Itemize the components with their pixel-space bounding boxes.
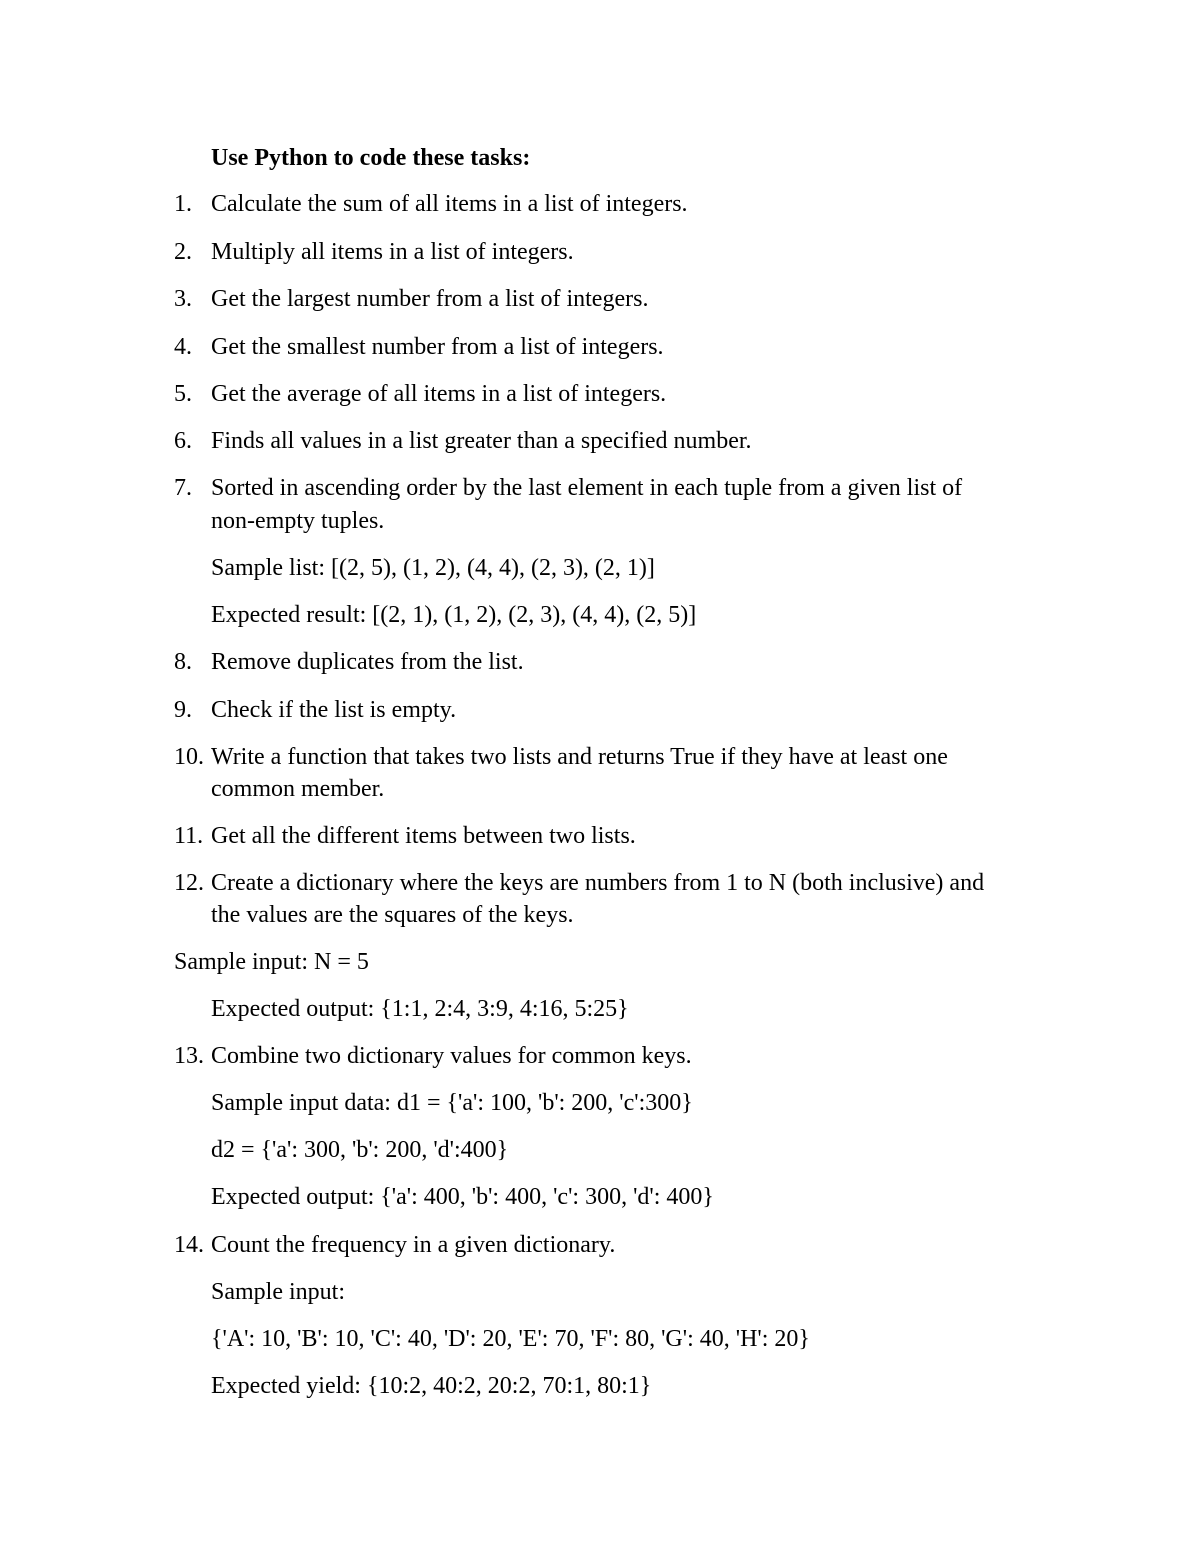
item-text-4: Get the smallest number from a list of integers. xyxy=(211,334,664,360)
item-number-1: 1. xyxy=(174,191,192,217)
item-number-3: 3. xyxy=(174,286,192,312)
item-number-4: 4. xyxy=(174,334,192,360)
item-text-8: Remove duplicates from the list. xyxy=(211,649,524,675)
item-7-sample: Sample list: [(2, 5), (1, 2), (4, 4), (2, 3), (2, 1)] xyxy=(211,555,655,581)
item-number-6: 6. xyxy=(174,428,192,454)
item-14-sample-label: Sample input: xyxy=(211,1279,345,1305)
item-text-10-line1: Write a function that takes two lists and returns True if they have at least one xyxy=(211,744,948,770)
item-text-10-line2: common member. xyxy=(211,776,385,802)
item-text-9: Check if the list is empty. xyxy=(211,697,457,723)
item-number-14: 14. xyxy=(174,1232,204,1258)
item-text-12-line1: Create a dictionary where the keys are numbers from 1 to N (both inclusive) and xyxy=(211,870,985,896)
item-14-sample-value: {'A': 10, 'B': 10, 'C': 40, 'D': 20, 'E': 70, 'F': 80, 'G': 40, 'H': 20} xyxy=(211,1326,810,1352)
item-text-5: Get the average of all items in a list of integers. xyxy=(211,381,667,407)
item-number-11: 11. xyxy=(174,823,204,849)
item-number-5: 5. xyxy=(174,381,192,407)
item-text-13: Combine two dictionary values for common keys. xyxy=(211,1043,692,1069)
item-text-7-line2: non-empty tuples. xyxy=(211,508,385,534)
item-13-expected: Expected output: {'a': 400, 'b': 400, 'c': 300, 'd': 400} xyxy=(211,1184,714,1210)
item-text-11: Get all the different items between two lists. xyxy=(211,823,636,849)
item-text-12-line2: the values are the squares of the keys. xyxy=(211,902,574,928)
item-text-1: Calculate the sum of all items in a list of integers. xyxy=(211,191,688,217)
item-text-2: Multiply all items in a list of integers. xyxy=(211,239,574,265)
item-text-7-line1: Sorted in ascending order by the last element in each tuple from a given list of xyxy=(211,475,963,501)
item-number-7: 7. xyxy=(174,475,192,501)
item-text-3: Get the largest number from a list of integers. xyxy=(211,286,649,312)
item-number-12: 12. xyxy=(174,870,204,896)
item-12-sample: Sample input: N = 5 xyxy=(174,949,369,975)
page-heading: Use Python to code these tasks: xyxy=(211,145,531,171)
item-7-expected: Expected result: [(2, 1), (1, 2), (2, 3), (4, 4), (2, 5)] xyxy=(211,602,697,628)
item-number-2: 2. xyxy=(174,239,192,265)
item-text-14: Count the frequency in a given dictionary. xyxy=(211,1232,616,1258)
item-number-8: 8. xyxy=(174,649,192,675)
item-number-13: 13. xyxy=(174,1043,204,1069)
item-13-sample-line2: d2 = {'a': 300, 'b': 200, 'd':400} xyxy=(211,1137,509,1163)
item-14-expected: Expected yield: {10:2, 40:2, 20:2, 70:1, 80:1} xyxy=(211,1373,652,1399)
item-text-6: Finds all values in a list greater than a specified number. xyxy=(211,428,752,454)
item-12-expected: Expected output: {1:1, 2:4, 3:9, 4:16, 5:25} xyxy=(211,996,629,1022)
item-number-9: 9. xyxy=(174,697,192,723)
item-number-10: 10. xyxy=(174,744,204,770)
item-13-sample-line1: Sample input data: d1 = {'a': 100, 'b': 200, 'c':300} xyxy=(211,1090,693,1116)
